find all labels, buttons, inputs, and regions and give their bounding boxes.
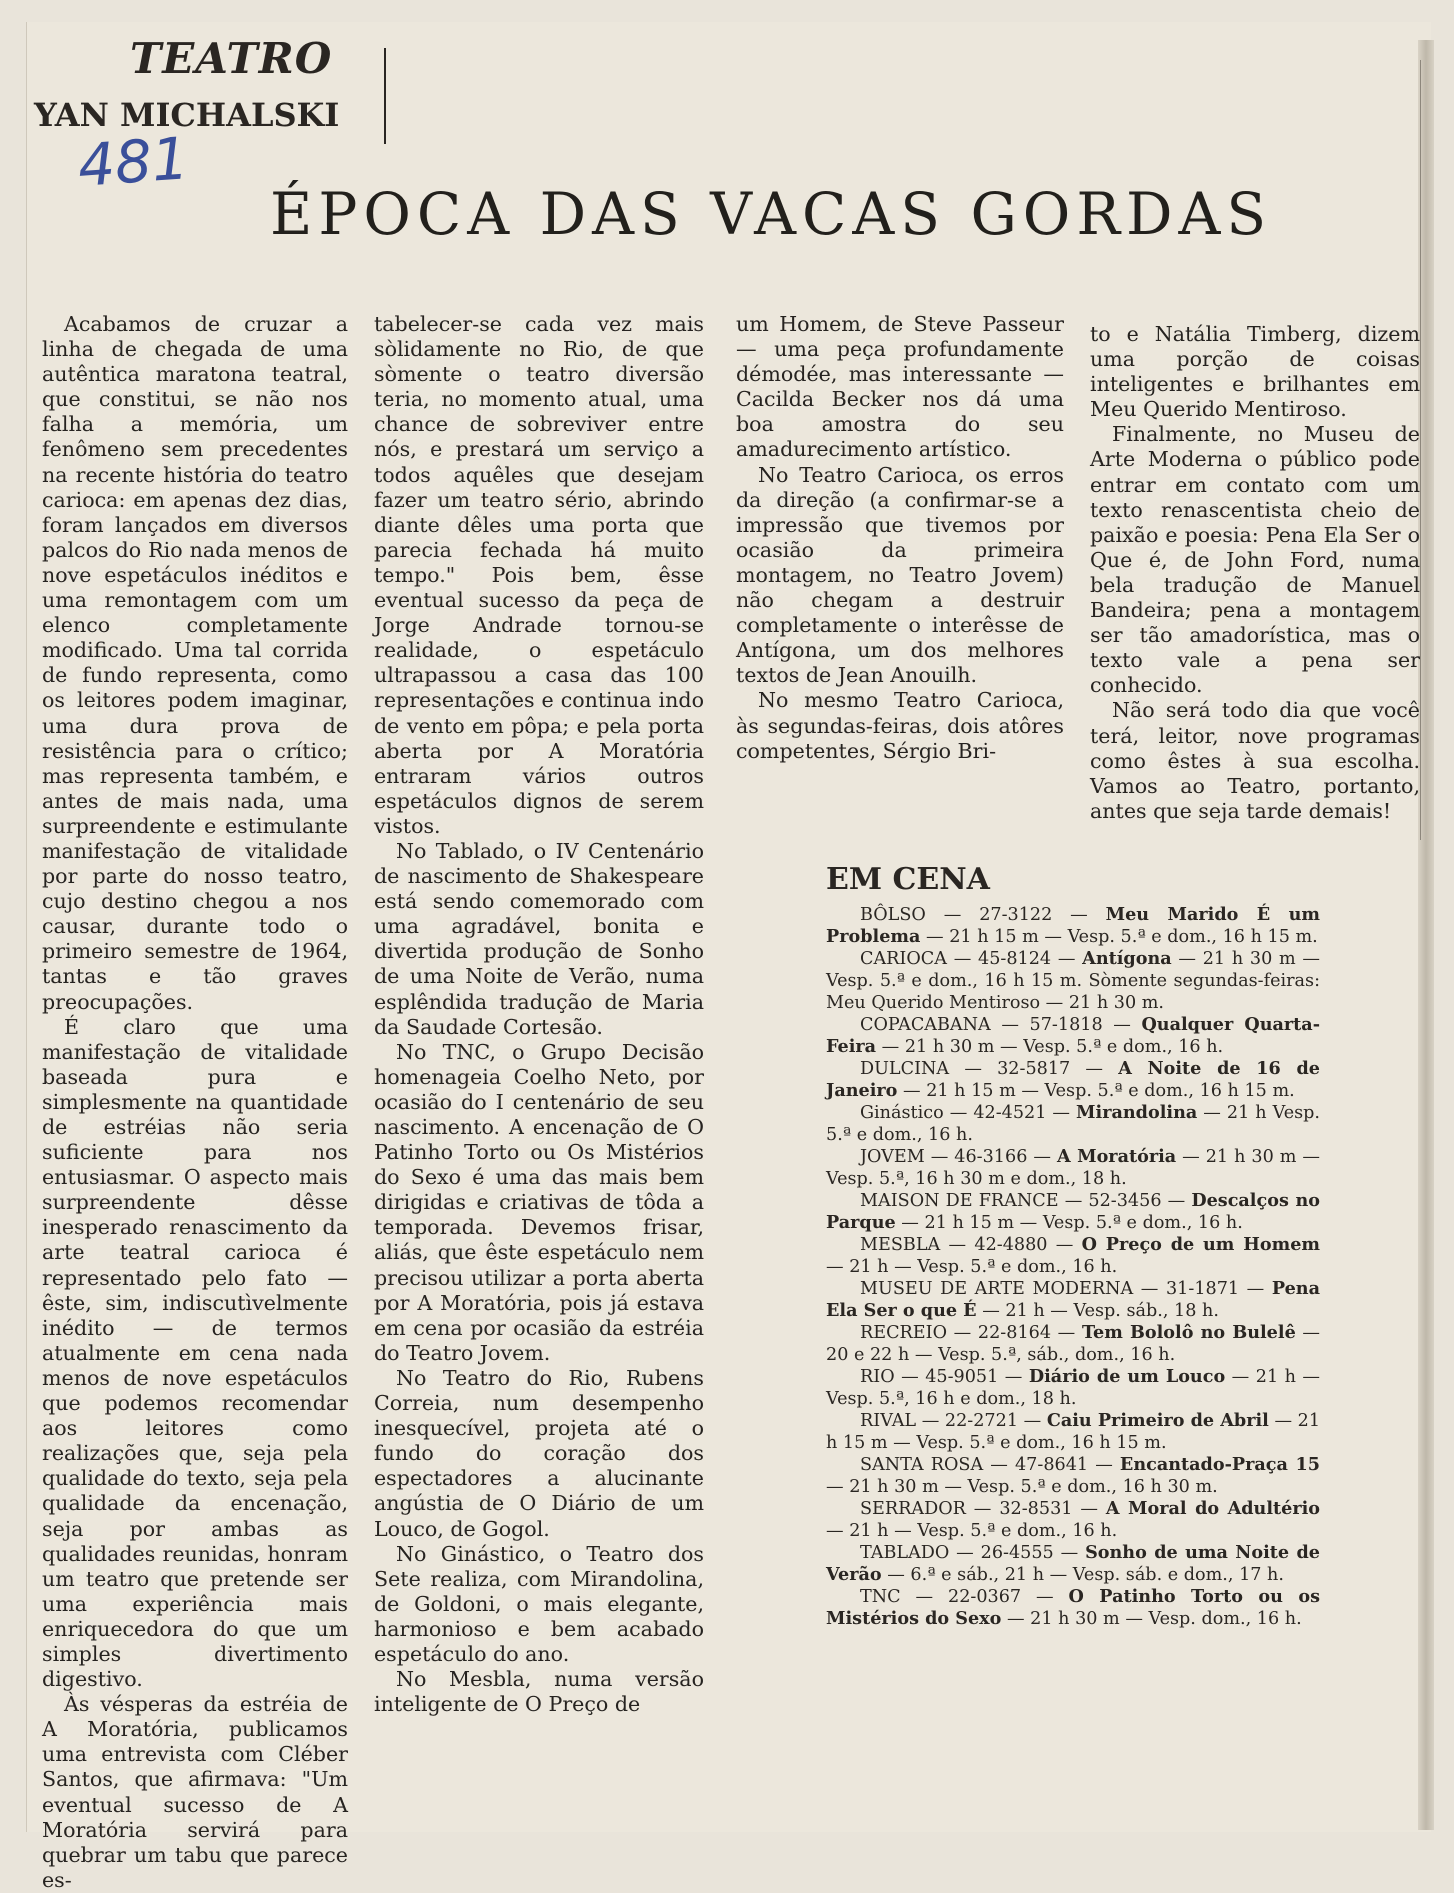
listing-play: O Patinho Torto ou os Mistérios do Sexo [826,1586,1321,1629]
listing-theater: RECREIO [860,1323,948,1343]
listing-play: A Moral do Adultério [1105,1498,1321,1519]
listing-theater: COPACABANA [860,1015,991,1035]
listing-phone: 42-4521 [973,1103,1047,1123]
listing-play: Encantado-Praça 15 [1119,1454,1321,1475]
listing-play: Meu Marido É um Problema [826,904,1320,947]
listing-item: TNC — 22-0367 — O Patinho Torto ou os Mistérios do Sexo — 21 h 30 m — Vesp. dom., 16 h. [826,1586,1321,1629]
listing-theater: TNC [860,1587,901,1607]
handwritten-note: 481 [75,124,191,200]
em-cena-title: EM CENA [826,862,990,897]
listing-theater: RIO [860,1367,895,1387]
listing-theater: JOVEM [860,1147,925,1167]
listing-times: 21 h 30 m — Vesp. 5.ª e dom., 16 h 30 m. [849,1477,1218,1497]
listing-play: Pena Ela Ser o que É [826,1278,1321,1321]
paragraph: Não será todo dia que você terá, leitor, nove programas como êstes à sua escolha. Vamos ao Teatro, portanto, antes que seja tarde demais! [1090,698,1420,823]
listing-item: RECREIO — 22-8164 — Tem Bololô no Bulelê — 20 e 22 h — Vesp. 5.ª, sáb., dom., 16 h. [826,1322,1321,1365]
listing-phone: 27-3122 [979,905,1053,925]
paragraph: um Homem, de Steve Passeur — uma peça profundamente démodée, mas interessante — Cacilda Becker nos dá uma boa amostra do seu amadurecimento artístico. [736,312,1064,462]
listing-theater: MUSEU DE ARTE MODERNA [860,1279,1134,1299]
listing-times: 21 h 15 m — Vesp. 5.ª e dom., 16 h. [924,1213,1243,1233]
listing-play: A Moratória [1056,1146,1177,1167]
listing-item: BÔLSO — 27-3122 — Meu Marido É um Problema — 21 h 15 m — Vesp. 5.ª e dom., 16 h 15 m. [826,904,1320,947]
paragraph: No TNC, o Grupo Decisão homenageia Coelho Neto, por ocasião do I centenário de seu nascimento. A encenação de O Patinho Torto ou Os Mistérios do Sexo é uma das mais bem dirigidas e criativas de tôda a temporada. Devemos frisar, aliás, que êste espetáculo nem precisou utilizar a porta aberta por A Moratória, pois já estava em cena por ocasião da estréia do Teatro Jovem. [374,1039,704,1365]
section-label: TEATRO [130,34,333,83]
listing-theater: Ginástico [860,1103,944,1123]
paragraph: No Mesbla, numa versão inteligente de O Preço de [374,1667,704,1717]
listing-play: O Preço de um Homem [1081,1234,1320,1255]
article-column-2 [374,312,704,1717]
listing-phone: 31-1871 [1165,1279,1240,1299]
listing-times: 21 h 15 m — Vesp. 5.ª e dom., 16 h 15 m. [949,927,1318,947]
listing-play: Qualquer Quarta-Feira [826,1014,1321,1057]
listing-theater: SERRADOR [860,1499,966,1519]
listing-phone: 22-8164 [977,1323,1052,1343]
listing-times: 20 e 22 h — Vesp. 5.ª, sáb., dom., 16 h. [826,1345,1176,1365]
listing-times: 21 h 30 m — Vesp. 5.ª e dom., 16 h 15 m. Sòmente segundas-feiras: Meu Querido Mentiroso — 21 h 30 m. [826,949,1320,1013]
listing-theater: BÔLSO [860,905,926,925]
listing-item: Ginástico — 42-4521 — Mirandolina — 21 h Vesp. 5.ª e dom., 16 h. [826,1102,1321,1145]
em-cena-listings [826,904,1320,1630]
listing-phone: 26-4555 [980,1543,1054,1563]
listing-theater: MAISON DE FRANCE [860,1191,1059,1211]
listing-item: SERRADOR — 32-8531 — A Moral do Adultério — 21 h — Vesp. 5.ª e dom., 16 h. [826,1498,1321,1541]
listing-item: RIVAL — 22-2721 — Caiu Primeiro de Abril — 21 h 15 m — Vesp. 5.ª e dom., 16 h 15 m. [826,1410,1321,1453]
paragraph: No Teatro do Rio, Rubens Correia, num desempenho inesquecível, projeta até o fundo do coração dos espectadores a alucinante angústia de O Diário de um Louco, de Gogol. [374,1365,704,1541]
listing-item: JOVEM — 46-3166 — A Moratória — 21 h 30 m — Vesp. 5.ª, 16 h 30 m e dom., 18 h. [826,1146,1321,1189]
listing-phone: 32-8531 [999,1499,1073,1519]
article-column-4 [1090,322,1420,824]
listing-times: 21 h — Vesp. 5.ª e dom., 16 h. [849,1521,1118,1541]
paragraph: No Teatro Carioca, os erros da direção (a confirmar-se a impressão que tivemos por ocasião da primeira montagem, no Teatro Jovem) não chegam a destruir completamente o interêsse de Antígona, um dos melhores textos de Jean Anouilh. [736,462,1064,688]
listing-play: A Noite de 16 de Janeiro [826,1058,1321,1101]
listing-play: Tem Bololô no Bulelê [1081,1322,1296,1343]
listing-theater: SANTA ROSA [860,1455,984,1475]
listing-theater: MESBLA [860,1235,941,1255]
listing-phone: 32-5817 [997,1059,1071,1079]
article-column-3 [736,312,1064,764]
listing-play: Mirandolina [1076,1102,1198,1123]
listing-phone: 45-9051 [925,1367,999,1387]
paragraph: No Tablado, o IV Centenário de nascimento de Shakespeare está sendo comemorado com uma agradável, bonita e divertida produção de Sonho de uma Noite de Verão, numa esplêndida tradução de Maria da Saudade Cortesão. [374,838,704,1039]
article-column-1 [42,312,348,1893]
listing-item: DULCINA — 32-5817 — A Noite de 16 de Janeiro — 21 h 15 m — Vesp. 5.ª e dom., 16 h 15 m. [826,1058,1321,1101]
listing-phone: 45-8124 [978,949,1052,969]
listing-phone: 47-8641 [1014,1455,1089,1475]
listing-times: 21 h — Vesp. 5.ª e dom., 16 h. [849,1257,1118,1277]
listing-phone: 57-1818 [1029,1015,1103,1035]
listing-times: 21 h — Vesp. sáb., 18 h. [1005,1301,1219,1321]
listing-item: MAISON DE FRANCE — 52-3456 — Descalços no Parque — 21 h 15 m — Vesp. 5.ª e dom., 16 h. [826,1190,1321,1233]
listing-theater: TABLADO [860,1543,950,1563]
listing-times: 21 h 15 m — Vesp. 5.ª e dom., 16 h 15 m. [926,1081,1295,1101]
paragraph: No mesmo Teatro Carioca, às segundas-feiras, dois atôres competentes, Sérgio Bri- [736,688,1064,763]
listing-item: RIO — 45-9051 — Diário de um Louco — 21 h — Vesp. 5.ª, 16 h e dom., 18 h. [826,1366,1321,1409]
listing-play: Sonho de uma Noite de Verão [826,1542,1320,1585]
author-byline: YAN MICHALSKI [34,96,340,134]
listing-phone: 22-0367 [948,1587,1022,1607]
paragraph: to e Natália Timberg, dizem uma porção de coisas inteligentes e brilhantes em Meu Querido Mentiroso. [1090,322,1420,422]
listing-item: TABLADO — 26-4555 — Sonho de uma Noite de Verão — 6.ª e sáb., 21 h — Vesp. sáb. e dom., 17 h. [826,1542,1320,1585]
listing-item: CARIOCA — 45-8124 — Antígona — 21 h 30 m — Vesp. 5.ª e dom., 16 h 15 m. Sòmente segundas-feiras: Meu Querido Mentiroso — 21 h 30 m. [826,948,1320,1013]
listing-theater: RIVAL [860,1411,917,1431]
listing-play: Diário de um Louco [1028,1366,1226,1387]
listing-item: SANTA ROSA — 47-8641 — Encantado-Praça 15 — 21 h 30 m — Vesp. 5.ª e dom., 16 h 30 m. [826,1454,1321,1497]
paragraph: No Ginástico, o Teatro dos Sete realiza, com Mirandolina, de Goldoni, o mais elegante, harmonioso e bem acabado espetáculo do ano. [374,1541,704,1666]
headline: ÉPOCA DAS VACAS GORDAS [270,180,1273,248]
column-divider [1420,60,1421,840]
listing-times: 21 h — Vesp. 5.ª, 16 h e dom., 18 h. [826,1367,1321,1409]
listing-times: 21 h 30 m — Vesp. 5.ª e dom., 16 h. [904,1037,1224,1057]
paragraph: Acabamos de cruzar a linha de chegada de uma autêntica maratona teatral, que constitui, se não nos falha a memória, um fenômeno sem precedentes na recente história do teatro carioca: em apenas dez dias, foram lançados em diversos palcos do Rio nada menos de nove espetáculos inéditos e uma remontagem com um elenco completamente modificado. Uma tal corrida de fundo representa, como os leitores podem imaginar, uma dura prova de resistência para o crítico; mas representa também, e antes de mais nada, uma surpreendente e estimulante manifestação de vitalidade por parte do nosso teatro, cujo destino chegou a nos causar, durante todo o primeiro semestre de 1964, tantas e tão graves preocupações. [42,312,348,1014]
paragraph: Finalmente, no Museu de Arte Moderna o público pode entrar em contato com um texto renascentista cheio de paixão e poesia: Pena Ela Ser o Que é, de John Ford, numa bela tradução de Manuel Bandeira; pena a montagem ser tão amadorística, mas o texto vale a pena ser conhecido. [1090,422,1420,698]
listing-times: 21 h 30 m — Vesp. dom., 16 h. [1030,1609,1302,1629]
paragraph: Às vésperas da estréia de A Moratória, publicamos uma entrevista com Cléber Santos, que afirmava: "Um eventual sucesso de A Moratória servirá para quebrar um tabu que parece es- [42,1692,348,1892]
listing-theater: CARIOCA [860,949,947,969]
listing-phone: 42-4880 [974,1235,1048,1255]
paragraph: É claro que uma manifestação de vitalidade baseada pura e simplesmente na quantidade de estréias não seria suficiente para nos entusiasmar. O aspecto mais surpreendente dêsse inesperado renascimento da arte teatral carioca é representado pelo fato — êste, sim, indiscutìvelmente inédito — de termos atualmente em cena nada menos de nove espetáculos que podemos recomendar aos leitores como realizações que, seja pela qualidade do texto, seja pela qualidade da encenação, seja por ambas as qualidades reunidas, honram um teatro que pretende ser uma experiência mais enriquecedora do que um simples divertimento digestivo. [42,1014,348,1692]
listing-times: 21 h 15 m — Vesp. 5.ª e dom., 16 h 15 m. [826,1411,1321,1453]
listing-item: COPACABANA — 57-1818 — Qualquer Quarta-Feira — 21 h 30 m — Vesp. 5.ª e dom., 16 h. [826,1014,1321,1057]
listing-times: 21 h 30 m — Vesp. 5.ª, 16 h 30 m e dom., 18 h. [826,1147,1321,1189]
listing-phone: 52-3456 [1088,1191,1162,1211]
listing-play: Caiu Primeiro de Abril [1046,1410,1269,1431]
listing-play: Descalços no Parque [826,1190,1321,1233]
paragraph: tabelecer-se cada vez mais sòlidamente no Rio, de que sòmente o teatro diversão teria, no momento atual, uma chance de sobreviver entre nós, e prestará um serviço a todos aquêles que desejam fazer um teatro sério, abrindo diante dêles uma porta que parecia fechada há muito tempo." Pois bem, êsse eventual sucesso da peça de Jorge Andrade tornou-se realidade, o espetáculo ultrapassou a casa das 100 representações e continua indo de vento em pôpa; e pela porta aberta por A Moratória entraram vários outros espetáculos dignos de serem vistos. [374,312,704,838]
listing-phone: 46-3166 [954,1147,1028,1167]
listing-item: MUSEU DE ARTE MODERNA — 31-1871 — Pena Ela Ser o que É — 21 h — Vesp. sáb., 18 h. [826,1278,1321,1321]
listing-play: Antígona [1082,948,1172,969]
listing-times: 6.ª e sáb., 21 h — Vesp. sáb. e dom., 17 h. [910,1565,1284,1585]
header-rule [384,48,386,144]
listing-phone: 22-2721 [944,1411,1019,1431]
listing-item: MESBLA — 42-4880 — O Preço de um Homem — 21 h — Vesp. 5.ª e dom., 16 h. [826,1234,1320,1277]
listing-times: 21 h Vesp. 5.ª e dom., 16 h. [826,1103,1321,1145]
listing-theater: DULCINA [860,1059,950,1079]
